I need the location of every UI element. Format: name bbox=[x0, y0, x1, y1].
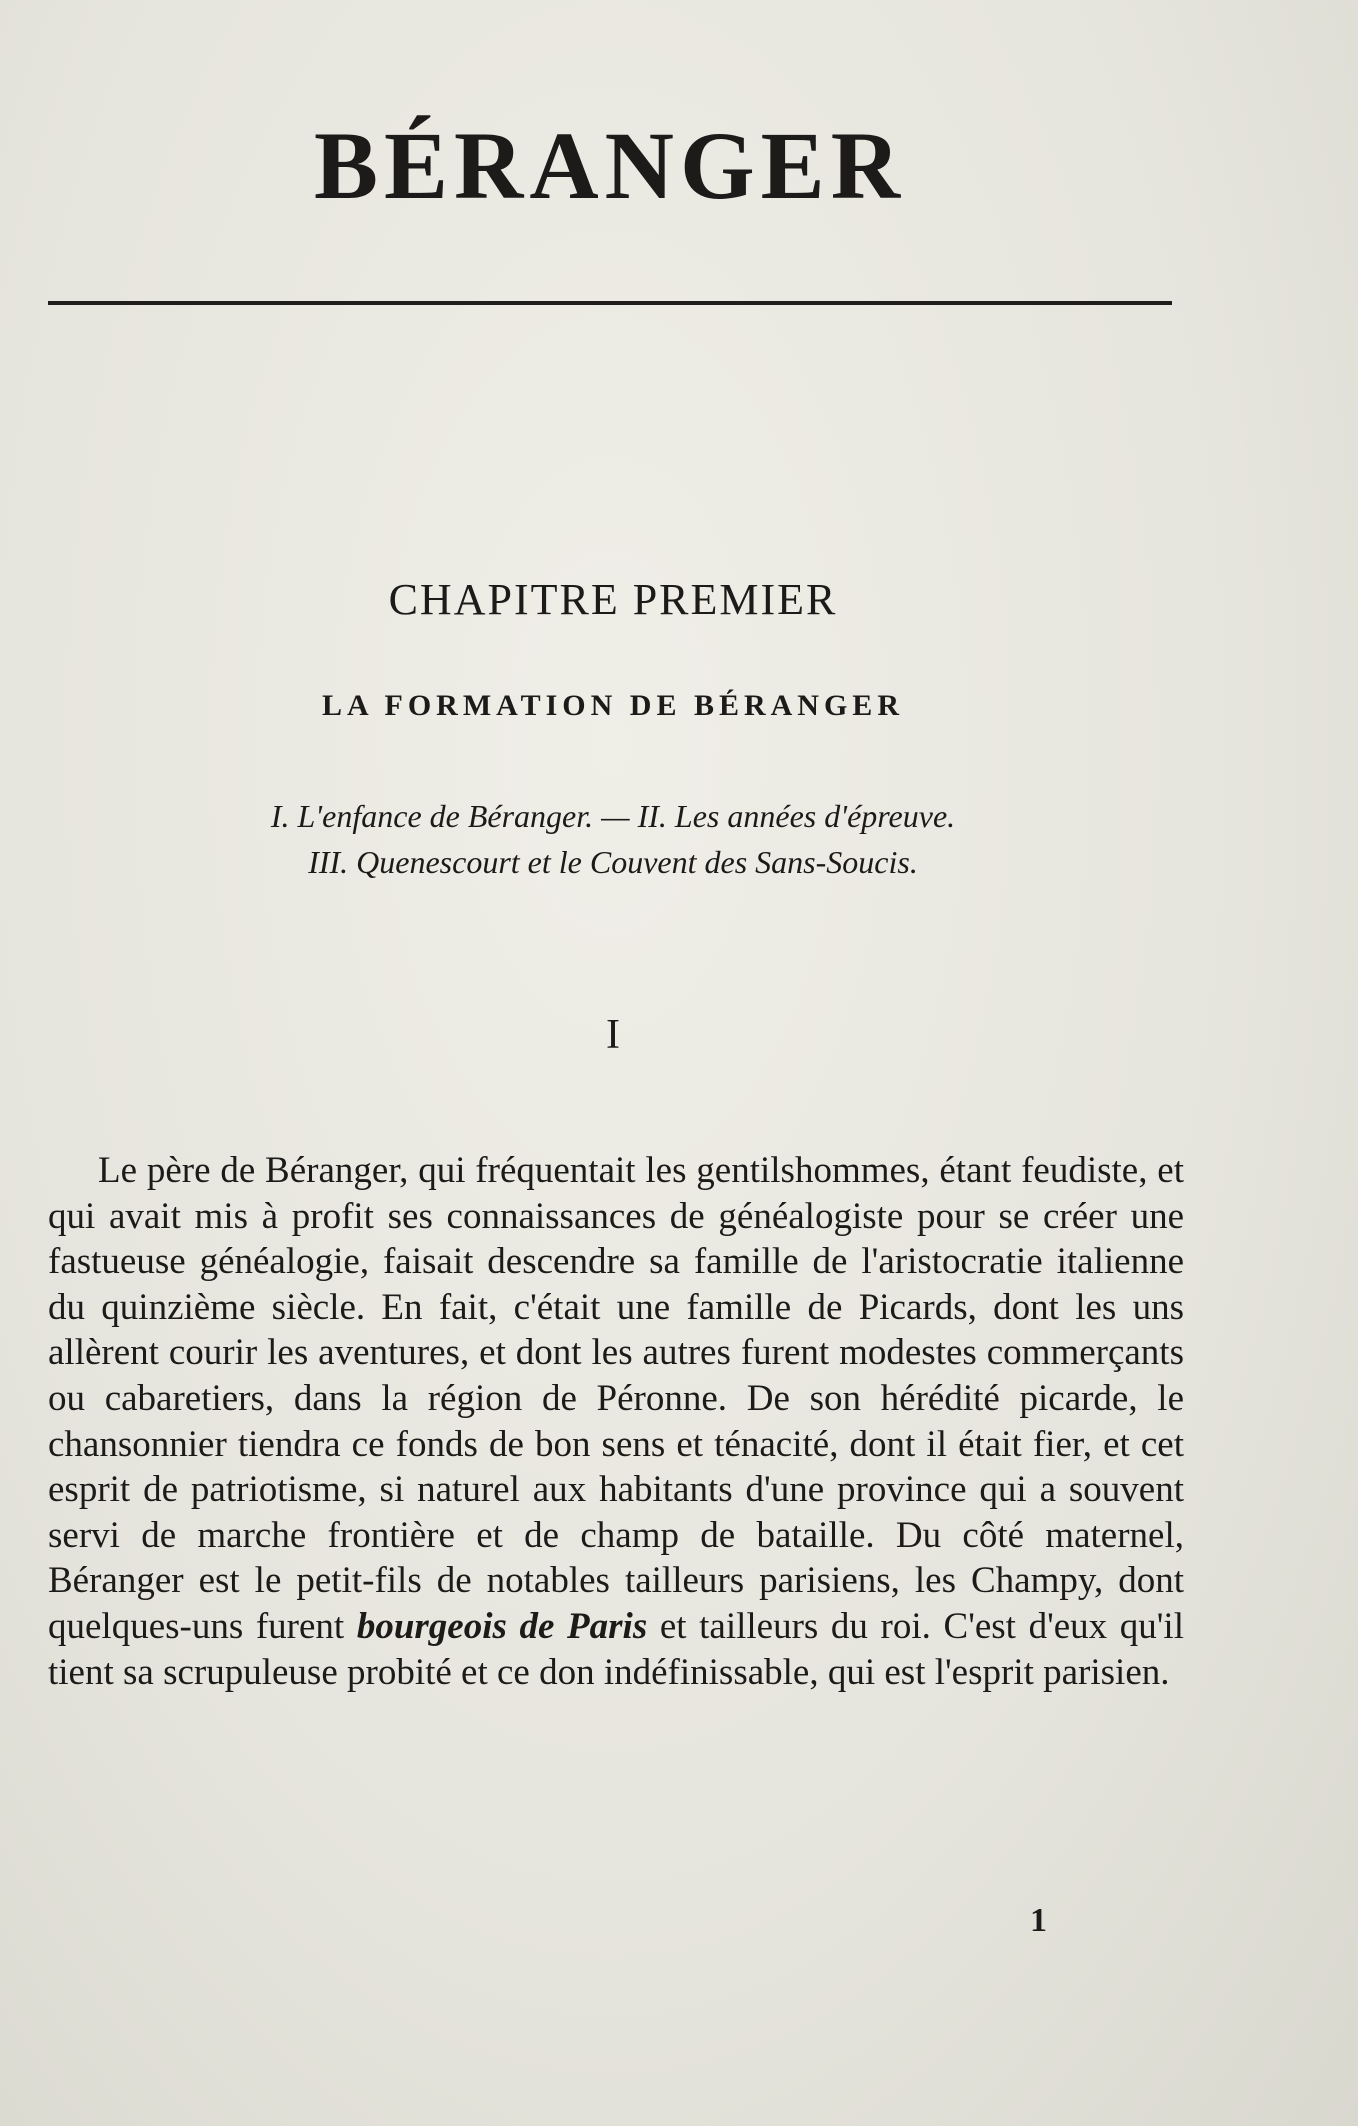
summary-line-1: I. L'enfance de Béranger. — II. Les années d'épreuve. bbox=[270, 798, 956, 834]
chapter-subtitle: LA FORMATION DE BÉRANGER bbox=[322, 689, 904, 722]
title-rule bbox=[48, 301, 1172, 305]
chapter-heading: CHAPITRE PREMIER bbox=[388, 575, 838, 624]
paragraph-emphasis: bourgeois de Paris bbox=[356, 1605, 648, 1647]
chapter-summary bbox=[0, 793, 1226, 885]
paragraph-text-part1: Le père de Béranger, qui fréquentait les gentilshommes, étant feudiste, et qui avait mis à profit ses connaissances de généalogiste pour se créer une fastueuse généalogie, faisait descendre sa famille de l'aristocratie italienne du quinzième siècle. En fait, c'était une famille de Picards, dont les uns allèrent courir les aventures, et dont les autres furent modestes commerçants ou cabaretiers, dans la région de Péronne. De son hérédité picarde, le chansonnier tiendra ce fonds de bon sens et ténacité, dont il était fier, et cet esprit de patriotisme, si naturel aux habitants d'une province qui a souvent servi de marche frontière et de champ de bataille. Du côté maternel, Béranger est le petit-fils de notables tailleurs parisiens, les Champy, dont quelques-uns furent bbox=[48, 1150, 1184, 1647]
paragraph-text-part2: et tailleurs du roi. C'est d'eux qu'il tient sa scrupuleuse probité et ce don indéfinissable, qui est l'esprit parisien. bbox=[48, 1605, 1184, 1693]
page-number: 1 bbox=[1030, 1902, 1047, 1939]
body-paragraph bbox=[48, 1148, 1184, 1695]
section-number: I bbox=[606, 1012, 620, 1058]
book-title: BÉRANGER bbox=[313, 112, 907, 219]
summary-line-2: III. Quenescourt et le Couvent des Sans-Soucis. bbox=[308, 844, 918, 880]
